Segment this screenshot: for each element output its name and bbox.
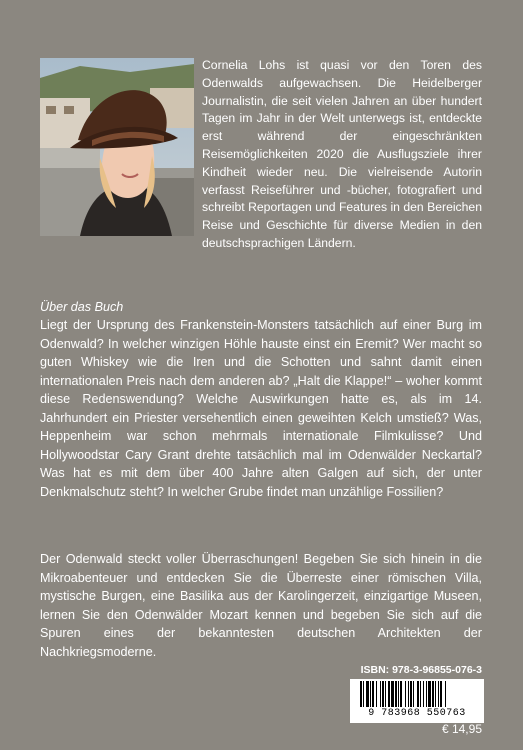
barcode-icon [350,679,484,709]
barcode-digits: 9 783968 550763 [368,708,466,719]
author-bio [40,57,482,253]
author-bio-text: Cornelia Lohs ist quasi vor den Toren des Odenwalds aufgewachsen. Die Heidelberger Journalistin, die seit vielen Jahren an über hundert Tagen im Jahr in der Welt unterwegs ist, entdeckte erst während der eingeschränkten Reisemöglichkeiten 2020 die Ausflugsziele ihrer Kindheit wieder neu. Die vielreisende Autorin verfasst Reiseführer und -bücher, fotografiert und schreibt Reportagen und Features in den Bereichen Reise und Geschichte für diverse Medien in den deutschsprachigen Ländern. [202,58,482,250]
isbn-label: ISBN: 978-3-96855-076-3 [360,664,482,676]
teaser-text: Der Odenwald steckt voller Überraschungen! Begeben Sie sich hinein in die Mikroabenteuer und entdecken Sie die Überreste einer römischen Villa, mystische Burgen, eine Basilika aus der Karolingerzeit, einzigartige Museen, lernen Sie den Odenwälder Mozart kennen und begeben Sie sich auf die Spuren eines der bekanntesten deutschen Architekten der Nachkriegsmoderne. [40,552,482,659]
about-book-heading: Über das Buch [40,300,124,314]
about-book-text: Liegt der Ursprung des Frankenstein-Monsters tatsächlich auf einer Burg im Odenwald? In welcher winzigen Höhle hauste einst ein Eremit? Wer macht so guten Whiskey wie die Iren und die Schotten und sahnt damit einen internationalen Preis nach dem anderen ab? „Halt die Klappe!“ – woher kommt diese Redenswendung? Welche Auswirkungen hatte es, als im 14. Jahrhundert ein Priester versehentlich einen geweihten Kelch umstieß? Was, Heppenheim war schon mehrmals internationale Filmkulisse? Und Hollywoodstar Cary Grant drehte tatsächlich mal im Odenwälder Neckartal? Was hat es mit dem über 400 Jahre alten Galgen auf sich, der unter Denkmalschutz steht? In welcher Grube findet man unzählige Fossilien? [40,318,482,499]
price: € 14,95 [441,722,482,736]
photo-spacer [40,57,202,235]
